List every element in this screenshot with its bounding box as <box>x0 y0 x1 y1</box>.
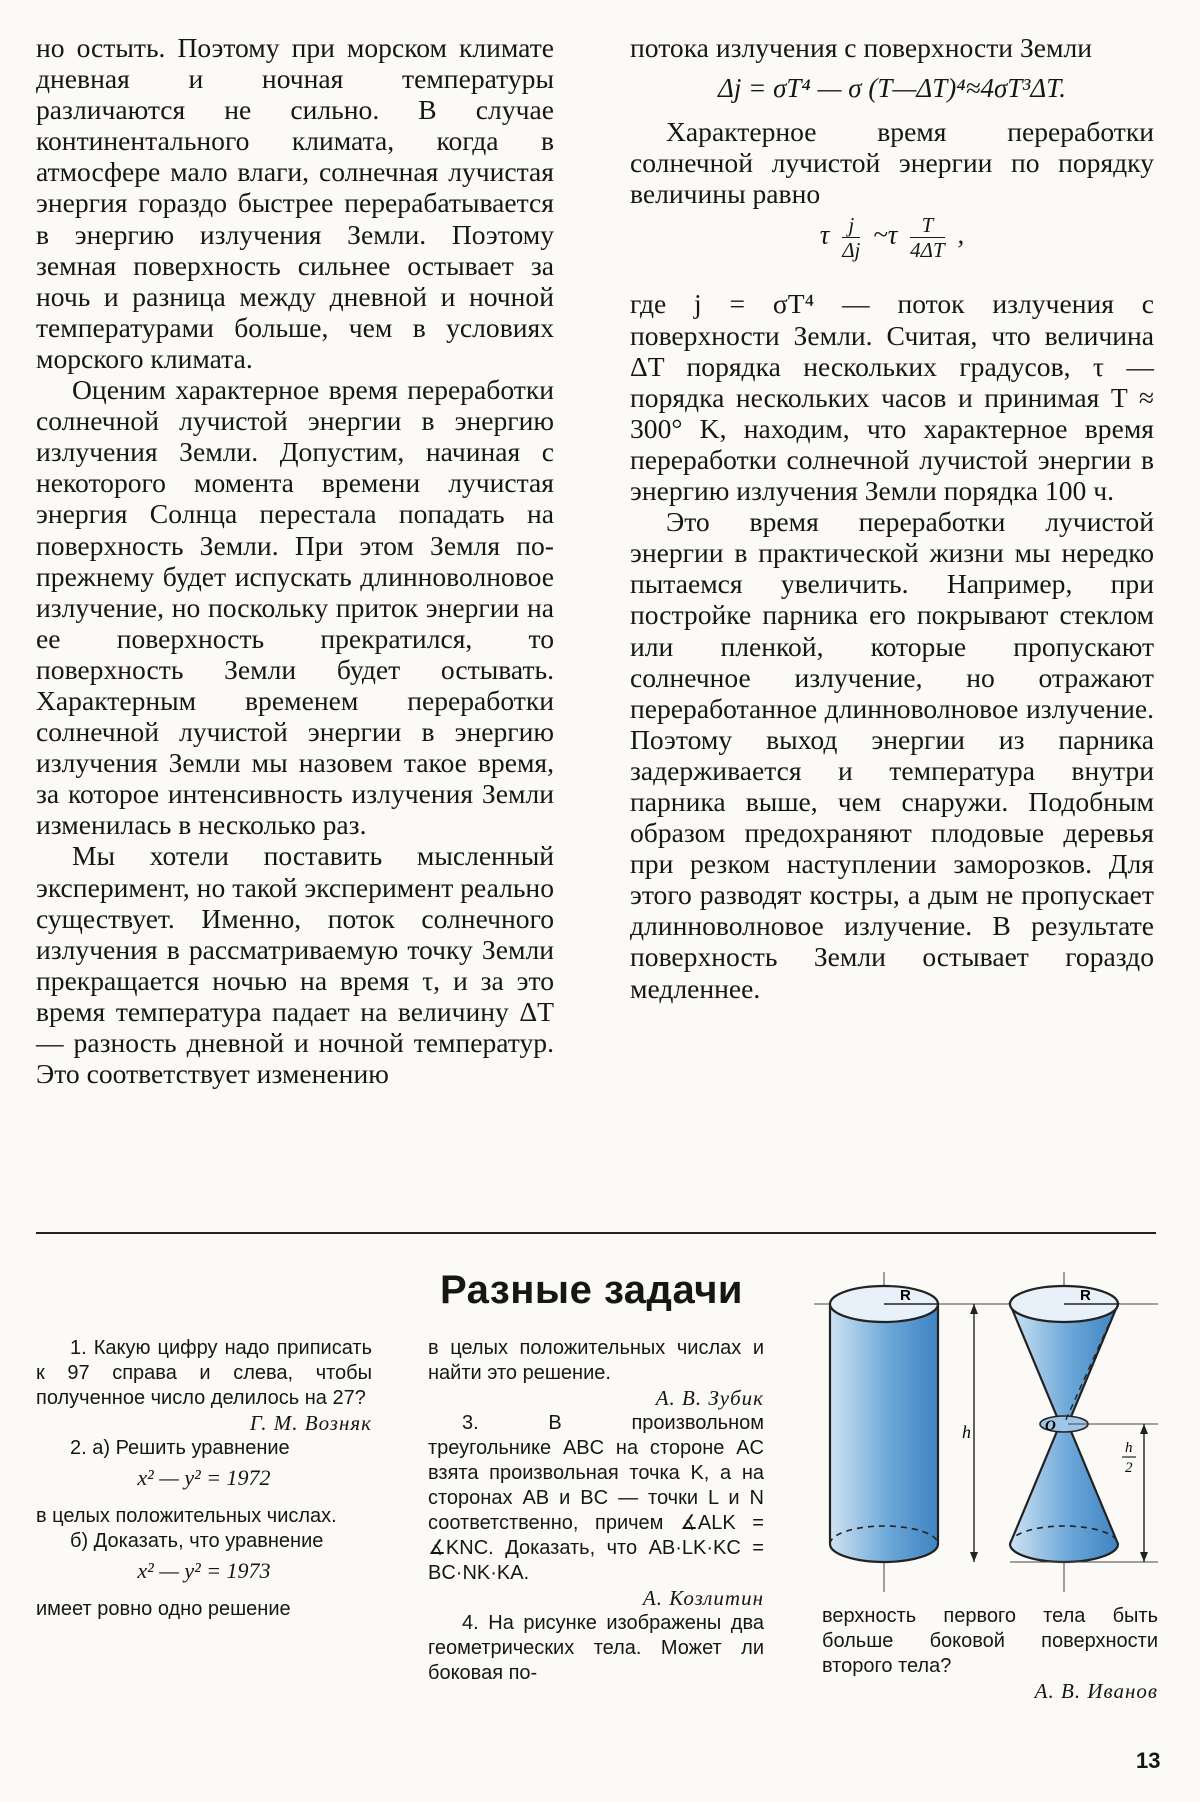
fraction-j-dj <box>842 213 860 262</box>
figure-cylinder-and-double-cone <box>814 1272 1158 1594</box>
label-h-half-denominator: 2 <box>1125 1460 1133 1476</box>
problem-4-author: А. В. Иванов <box>1034 1679 1158 1703</box>
arrow-up-icon <box>970 1304 978 1314</box>
tau-symbol: τ <box>819 220 830 251</box>
problem-2b: б) Доказать, что уравнение <box>70 1530 324 1552</box>
problem-2a-tail: в целых положительных числах. <box>36 1505 337 1527</box>
arrow-up-icon <box>1140 1424 1148 1434</box>
paragraph: Характерное время переработки солнечной лучистой энергии по порядку величины равно <box>630 116 1154 210</box>
fraction-numerator: j <box>842 213 860 238</box>
problem-2-author: А. В. Зубик <box>655 1386 764 1410</box>
label-R-1: R <box>900 1287 911 1304</box>
comma: , <box>957 220 965 251</box>
problem-3-author: А. Козлитин <box>642 1586 764 1610</box>
problem-3: 3. В произвольном треугольнике ABC на стороне AC взята произвольная точка K, а на сторонах AB и BC — точки L и N соответственно, причем ∡ALK = ∡KNC. Доказать, что AB·LK·KC = BC·NK·KA. <box>428 1412 764 1584</box>
problem-1-author: Г. М. Возняк <box>249 1411 372 1435</box>
paragraph: Мы хотели поставить мысленный эксперимент, но такой эксперимент реально существует. Именно, поток солнечного излучения в рассматриваемую точку Земли прекращается ночью на время τ, и за это время температура падает на величину ΔT — разность дневной и ночной температур. Это соответствует изменению <box>36 840 554 1090</box>
section-divider <box>36 1232 1156 1234</box>
page-number: 13 <box>1136 1748 1161 1773</box>
problem-1: 1. Какую цифру надо приписать к 97 справа и слева, чтобы полученное число делилось на 27? <box>36 1337 372 1409</box>
fraction-numerator: T <box>910 213 945 238</box>
problem-4-end: верхность первого тела быть больше боковой поверхности второго тела? <box>822 1605 1158 1677</box>
arrow-down-icon <box>1140 1552 1148 1562</box>
problems-column-2 <box>428 1336 764 1686</box>
paragraph: потока излучения с поверхности Земли <box>630 32 1093 63</box>
sim-symbol: ~τ <box>873 220 898 251</box>
paragraph: Оценим характерное время переработки солнечной лучистой энергии в энергию излучения Земли. Допустим, начиная с некоторого момента времени лучистая энергия Солнца перестала попадать на поверхность Земли. При этом Земля по-прежнему будет испускать длинноволновое излучение, но поскольку приток энергии на ее поверхность прекратился, то поверхность Земли будет остывать. Характерным временем переработки солнечной лучистой энергии в энергию излучения Земли мы назовем такое время, за которое интенсивность излучения Земли изменилась в несколько раз. <box>36 374 554 841</box>
formula-tau <box>630 213 1154 262</box>
fraction-T-4dT <box>910 213 945 262</box>
label-h: h <box>962 1422 971 1442</box>
paragraph: но остыть. Поэтому при морском климате дневная и ночная температуры различаются не сильно. В случае континентального климата, когда в атмосфере мало влаги, солнечная лучистая энергия гораздо быстрее перерабатывается в энергию излучения Земли. Поэтому земная поверхность сильнее остывает за ночь и разница между дневной и ночной температурами больше, чем в условиях морского климата. <box>36 32 554 374</box>
problems-column-1 <box>36 1336 372 1622</box>
problem-2b-continued: в целых положительных числах и найти это решение. <box>428 1337 764 1384</box>
cylinder-body <box>830 1304 938 1562</box>
column-right <box>630 32 1154 1004</box>
paragraph: Это время переработки лучистой энергии в практической жизни мы нередко пытаемся увеличить. Например, при постройке парника его покрывают стеклом или пленкой, которые пропускают солнечное излучение, но отражают переработанное длинноволновое излучение. Поэтому выход энергии из парника задерживается и температура внутри парника выше, чем снаружи. Подобным образом предохраняют плодовые деревья при резком наступлении заморозков. Для этого разводят костры, а дым не пропускает длинноволновое излучение. В результате поверхность Земли остывает гораздо медленнее. <box>630 506 1154 1004</box>
label-O: O <box>1045 1418 1056 1434</box>
column-left <box>36 32 554 1089</box>
problem-4-start: 4. На рисунке изображены два геометрических тела. Может ли боковая по- <box>428 1612 764 1684</box>
equation-1972: x² — y² = 1972 <box>137 1465 271 1490</box>
problems-column-3 <box>822 1604 1158 1704</box>
fraction-denominator: 4ΔT <box>910 238 945 263</box>
problem-2a: 2. а) Решить уравнение <box>70 1437 290 1459</box>
label-h-half-numerator: h <box>1125 1440 1133 1456</box>
problem-2b-tail: имеет ровно одно решение <box>36 1598 291 1620</box>
double-cone-body <box>1010 1304 1118 1562</box>
label-R-2: R <box>1080 1287 1091 1304</box>
arrow-down-icon <box>970 1552 978 1562</box>
fraction-denominator: Δj <box>842 238 861 263</box>
section-title: Разные задачи <box>440 1268 744 1312</box>
formula-flux-change: Δj = σT⁴ — σ (T—ΔT)⁴≈4σT³ΔT. <box>718 73 1066 104</box>
paragraph: где j = σT⁴ — поток излучения с поверхности Земли. Считая, что величина ΔT порядка нескольких градусов, τ — порядка нескольких часов и принимая T ≈ 300° K, находим, что характерное время переработки солнечной лучистой энергии в энергию излучения Земли порядка 100 ч. <box>630 288 1154 507</box>
equation-1973: x² — y² = 1973 <box>137 1558 271 1583</box>
